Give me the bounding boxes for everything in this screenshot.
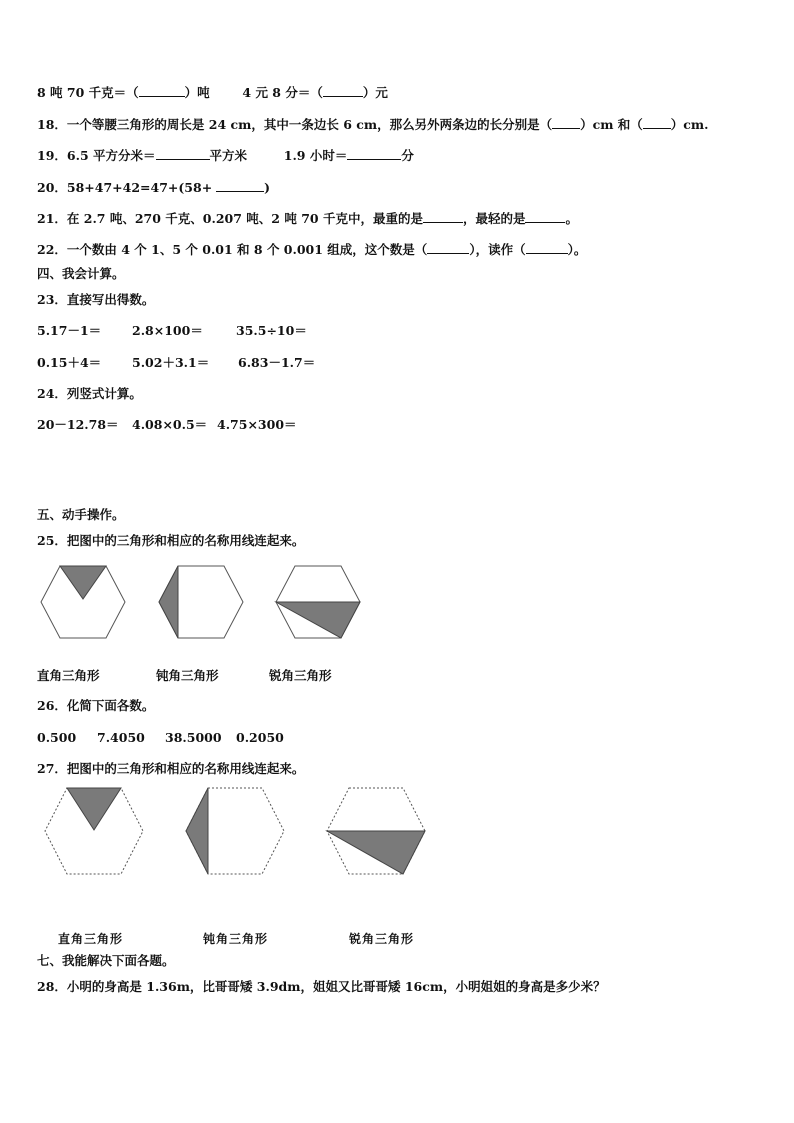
text: 。 bbox=[565, 211, 578, 226]
question-25 bbox=[37, 533, 304, 549]
answer-blank[interactable] bbox=[347, 147, 401, 160]
question-text: 直接写出得数。 bbox=[66, 292, 155, 307]
hexagon-figure-acute-triangle-2 bbox=[324, 785, 428, 877]
question-text: 化简下面各数。 bbox=[66, 698, 155, 713]
text: 在 2.7 吨、270 千克、0.207 吨、2 吨 70 千克中，最重的是 bbox=[66, 211, 423, 226]
question-21 bbox=[37, 210, 578, 227]
question-text: 小明的身高是 1.36m，比哥哥矮 3.9dm，姐姐又比哥哥矮 16cm，小明姐姐的身高是多少米？ bbox=[66, 979, 606, 994]
question-number: 21． bbox=[37, 211, 67, 226]
question-number: 28． bbox=[37, 979, 67, 994]
text: ）吨 bbox=[184, 85, 210, 100]
calc-item: 6.83－1.7＝ bbox=[238, 355, 316, 370]
question-number: 23． bbox=[37, 292, 67, 307]
answer-blank[interactable] bbox=[525, 210, 565, 223]
text: ）。 bbox=[567, 242, 587, 257]
question-number: 24． bbox=[37, 386, 67, 401]
question-text: 把图中的三角形和相应的名称用线连起来。 bbox=[66, 533, 305, 548]
hexagon-figure-obtuse-triangle-2 bbox=[183, 785, 287, 877]
calc-row-2 bbox=[37, 355, 315, 371]
question-number: 22． bbox=[37, 242, 67, 257]
calc-row-1 bbox=[37, 323, 307, 339]
question-23 bbox=[37, 292, 154, 308]
question-18 bbox=[37, 116, 709, 133]
question-number: 19． bbox=[37, 148, 67, 163]
triangle-shape bbox=[159, 566, 178, 638]
answer-blank[interactable] bbox=[427, 241, 469, 254]
question-27 bbox=[37, 761, 304, 777]
text: 一个数由 4 个 1、5 个 0.01 和 8 个 0.001 组成，这个数是（ bbox=[66, 242, 428, 257]
text: 8 吨 70 千克＝（ bbox=[37, 85, 139, 100]
answer-blank[interactable] bbox=[323, 84, 363, 97]
answer-blank[interactable] bbox=[526, 241, 568, 254]
text: ，最轻的是 bbox=[462, 211, 526, 226]
calc-item: 5.17－1＝ bbox=[37, 323, 102, 338]
calc-item: 35.5÷10＝ bbox=[236, 323, 307, 338]
hexagon-figure-right-triangle-2 bbox=[42, 785, 146, 877]
triangle-shape bbox=[186, 788, 208, 874]
answer-blank[interactable] bbox=[139, 84, 185, 97]
question-text: 把图中的三角形和相应的名称用线连起来。 bbox=[66, 761, 305, 776]
conversion-line-1 bbox=[37, 84, 388, 101]
calc-item: 2.8×100＝ bbox=[132, 323, 203, 338]
question-number: 25． bbox=[37, 533, 67, 548]
question-text: 一个等腰三角形的周长是 24 cm，其中一条边长 6 cm，那么另外两条边的长分别是（ bbox=[66, 117, 553, 132]
calc-item: 4.08×0.5＝ bbox=[132, 417, 208, 432]
question-number: 18． bbox=[37, 117, 67, 132]
number-item: 7.4050 bbox=[97, 730, 145, 745]
answer-blank[interactable] bbox=[552, 116, 580, 129]
text: 1.9 小时＝ bbox=[283, 148, 348, 163]
triangle-name-label: 锐角三角形 bbox=[349, 932, 415, 946]
number-item: 38.5000 bbox=[165, 730, 222, 745]
hexagon-figure-obtuse-triangle bbox=[156, 563, 246, 641]
question-text: 列竖式计算。 bbox=[66, 386, 142, 401]
triangle-name-label: 直角三角形 bbox=[58, 932, 124, 946]
question-24 bbox=[37, 386, 142, 402]
calc-item: 4.75×300＝ bbox=[217, 417, 297, 432]
answer-blank[interactable] bbox=[643, 116, 671, 129]
section-heading-4: 四、我会计算。 bbox=[37, 266, 125, 281]
text: 4 元 8 分＝（ bbox=[242, 85, 323, 100]
question-number: 27． bbox=[37, 761, 67, 776]
triangle-name-label: 锐角三角形 bbox=[269, 668, 332, 683]
hexagon-figure-acute-triangle bbox=[273, 563, 363, 641]
answer-blank[interactable] bbox=[423, 210, 463, 223]
section-heading-5: 五、动手操作。 bbox=[37, 507, 125, 522]
question-22 bbox=[37, 241, 586, 258]
question-number: 20． bbox=[37, 180, 67, 195]
number-row bbox=[37, 730, 284, 746]
text: 平方米 bbox=[209, 148, 248, 163]
text: ) bbox=[264, 180, 271, 195]
calc-row-3 bbox=[37, 417, 297, 433]
text: 58+47+42=47+(58+ bbox=[66, 180, 213, 195]
number-item: 0.2050 bbox=[236, 730, 284, 745]
question-20 bbox=[37, 179, 270, 196]
number-item: 0.500 bbox=[37, 730, 77, 745]
text: ）元 bbox=[362, 85, 388, 100]
question-number: 26． bbox=[37, 698, 67, 713]
calc-item: 0.15＋4＝ bbox=[37, 355, 102, 370]
text: 分 bbox=[401, 148, 414, 163]
triangle-name-label: 钝角三角形 bbox=[156, 668, 219, 683]
text: ）cm 和（ bbox=[580, 117, 643, 132]
triangle-name-label: 钝角三角形 bbox=[203, 932, 269, 946]
text: 6.5 平方分米＝ bbox=[66, 148, 156, 163]
triangle-name-label: 直角三角形 bbox=[37, 668, 100, 683]
question-28 bbox=[37, 979, 606, 995]
answer-blank[interactable] bbox=[216, 179, 264, 192]
question-26 bbox=[37, 698, 154, 714]
answer-blank[interactable] bbox=[156, 147, 210, 160]
calc-item: 20－12.78＝ bbox=[37, 417, 119, 432]
text: ）cm. bbox=[670, 117, 709, 132]
question-19 bbox=[37, 147, 414, 164]
text: ），读作（ bbox=[469, 242, 526, 257]
hexagon-figure-right-triangle bbox=[38, 563, 128, 641]
section-heading-7: 七、我能解决下面各题。 bbox=[37, 953, 175, 968]
calc-item: 5.02＋3.1＝ bbox=[132, 355, 210, 370]
